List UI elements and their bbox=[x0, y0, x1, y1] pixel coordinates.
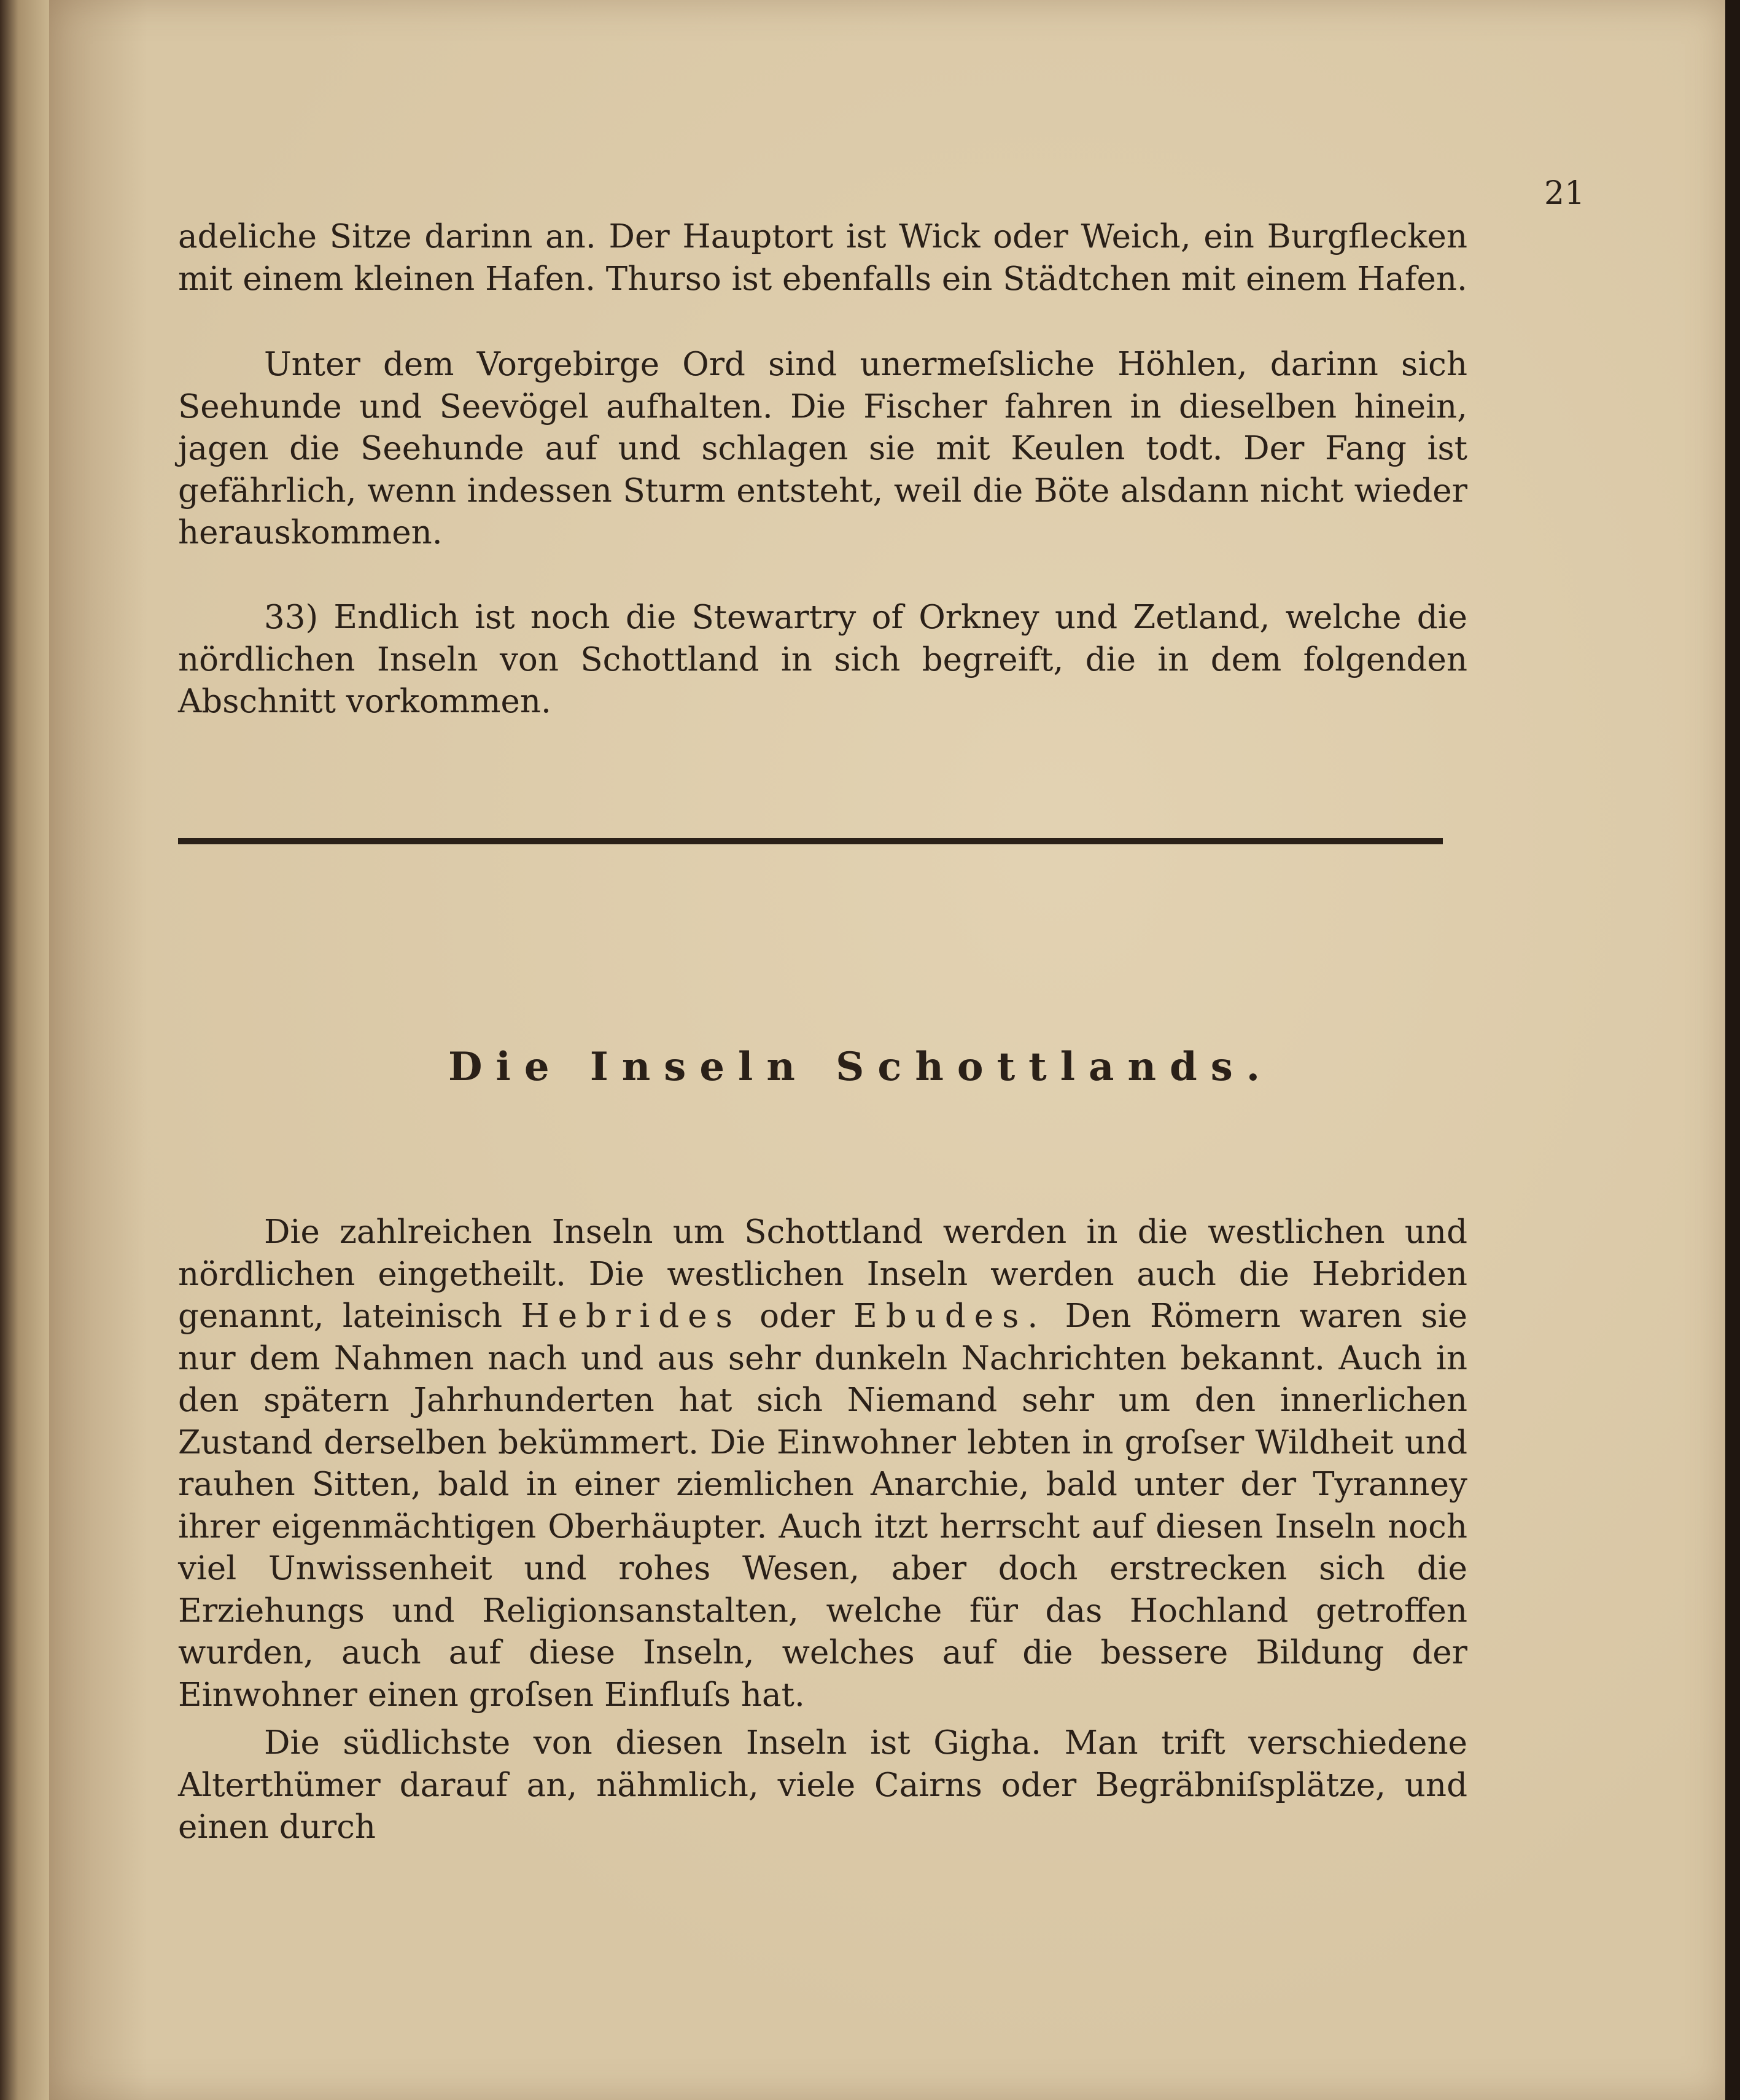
page-number: 21 bbox=[1544, 175, 1585, 212]
paragraph-2-text: Unter dem Vorgebirge Ord sind unermeſsliche Höhlen, darinn sich Seehunde und Seevögel aufhalten. Die Fischer fahren in dieselben hinein, jagen die Seehunde auf und schlagen sie mit Keulen todt. Der Fang ist gefährlich, wenn indessen Sturm entsteht, weil die Böte alsdann nicht wieder herauskommen. bbox=[178, 346, 1467, 551]
latin-term-ebudes: Ebudes. bbox=[853, 1297, 1047, 1335]
paragraph-2 bbox=[178, 344, 1467, 554]
paragraph-5 bbox=[178, 1722, 1467, 1849]
latin-term-hebrides: Hebrides bbox=[521, 1297, 741, 1335]
paragraph-4-part-2: oder bbox=[759, 1297, 835, 1335]
book-spine-edge bbox=[0, 0, 49, 2100]
paragraph-4-text bbox=[178, 1211, 1467, 1716]
paragraph-1-text: adeliche Sitze darinn an. Der Hauptort ist Wick oder Weich, ein Burgflecken mit einem kleinen Hafen. Thurso ist ebenfalls ein Städtchen mit einem Hafen. bbox=[178, 218, 1467, 298]
paragraph-5-text: Die südlichste von diesen Inseln ist Gigha. Man trift verschiedene Alterthümer darauf an, nähmlich, viele Cairns oder Begräbniſsplätze, und einen durch bbox=[178, 1724, 1467, 1846]
section-title: Die Inseln Schottlands. bbox=[448, 1044, 1274, 1090]
paragraph-4 bbox=[178, 1211, 1467, 1716]
page-right-edge bbox=[1725, 0, 1740, 2100]
paragraph-4-part-1: Die zahlreichen Inseln um Schottland werden in die westlichen und nördlichen eingetheilt. Die westlichen Inseln werden auch die Hebriden genannt, lateinisch bbox=[178, 1213, 1467, 1335]
paragraph-4-part-3: Den Römern waren sie nur dem Nahmen nach und aus sehr dunkeln Nachrichten bekannt. Auch in den spätern Jahrhunderten hat sich Niemand sehr um den innerlichen Zustand derselben bekümmert. Die Einwohner lebten in groſser Wildheit und rauhen Sitten, bald in einer ziemlichen Anarchie, bald unter der Tyranney ihrer eigenmächtigen Oberhäupter. Auch itzt herrscht auf diesen Inseln noch viel Unwissenheit und rohes Wesen, aber doch erstrecken sich die Erziehungs und Religionsanstalten, welche für das Hochland getroffen wurden, auch auf diese Inseln, welches auf die bessere Bildung der Einwohner einen groſsen Einfluſs hat. bbox=[178, 1297, 1467, 1714]
paragraph-1 bbox=[178, 216, 1467, 300]
section-divider-rule bbox=[178, 838, 1443, 844]
paragraph-3 bbox=[178, 597, 1467, 723]
paragraph-3-text: 33) Endlich ist noch die Stewartry of Orkney und Zetland, welche die nördlichen Inseln von Schottland in sich begreift, die in dem folgenden Abschnitt vorkommen. bbox=[178, 599, 1467, 720]
